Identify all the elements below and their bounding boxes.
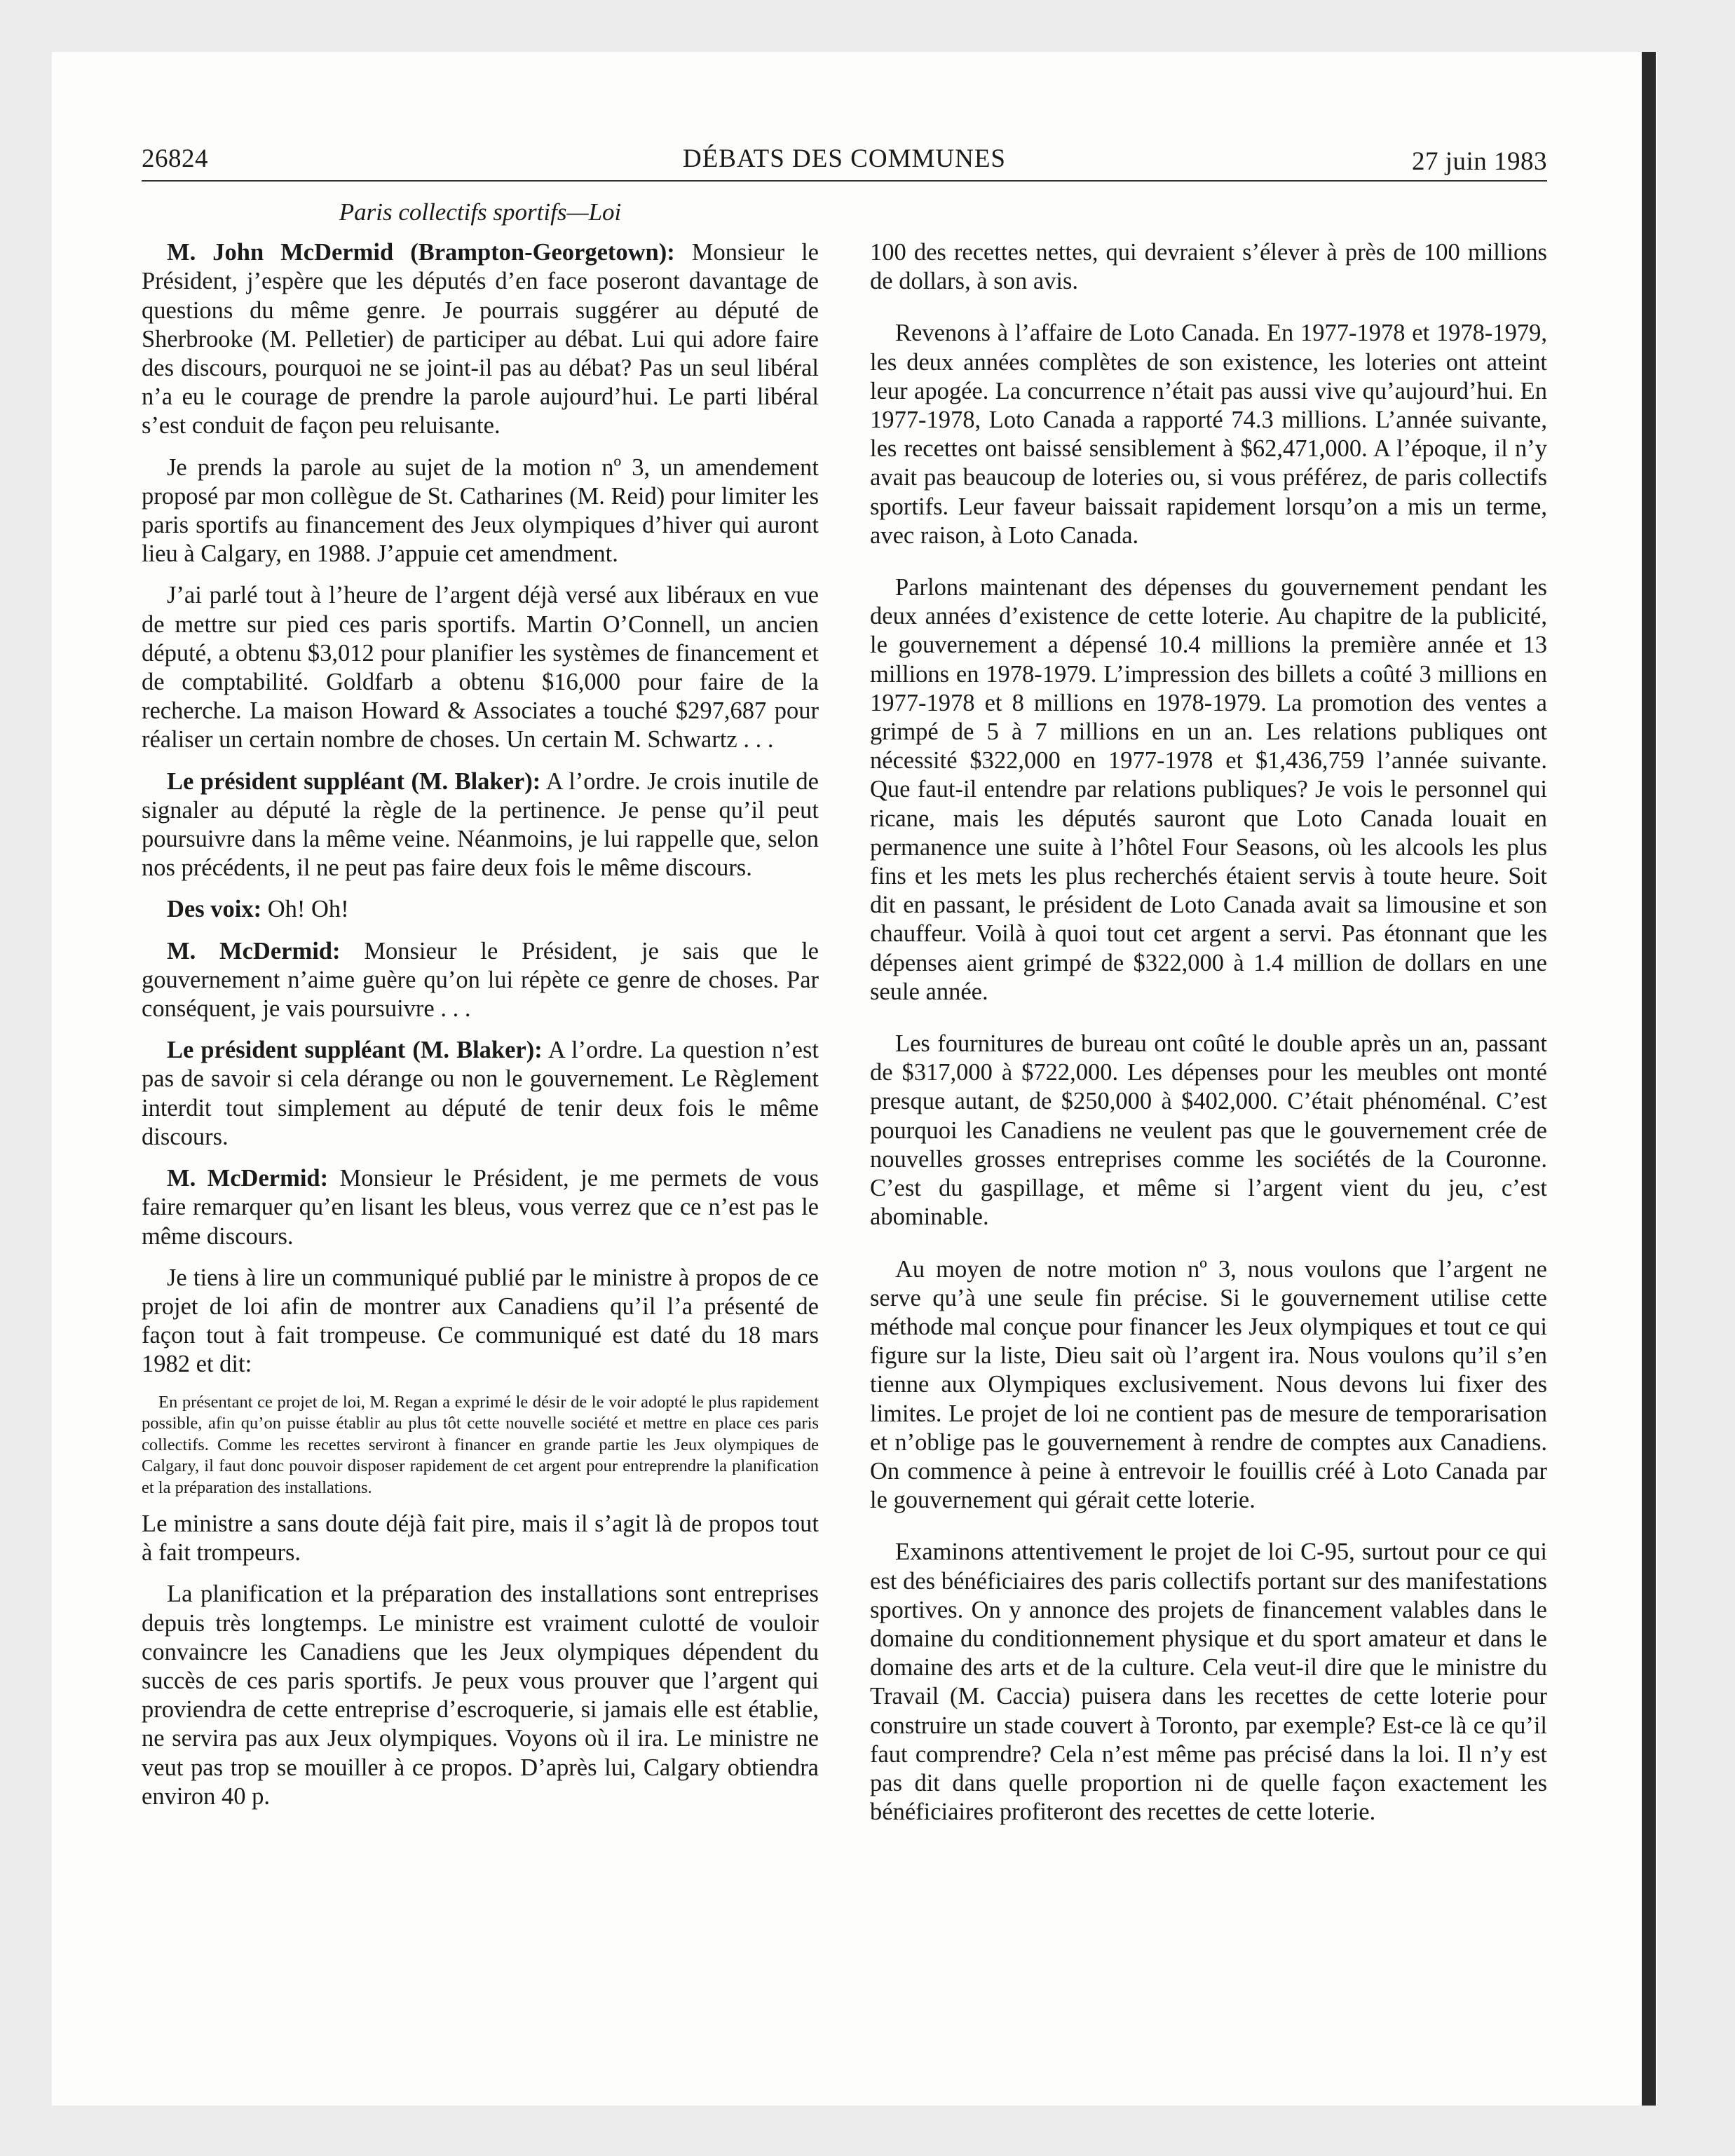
paragraph: La planification et la préparation des installations sont entreprises depuis très longtemps. Le ministre est vraiment culotté de vouloir convaincre les Canadiens que les Jeux olympiques dépendent du succès de ces paris sportifs. Je peux vous prouver que l’argent qui proviendra de cette entreprise d’escroquerie, si jamais elle est établie, ne servira pas aux Jeux olympiques. Voyons où il ira. Le ministre ne veut pas trop se mouiller à ce propos. D’après lui, Calgary obtiendra environ 40 p. <box>142 1581 819 1810</box>
speaker-name: Le président suppléant (M. Blaker): <box>167 1037 543 1064</box>
quoted-communique: En présentant ce projet de loi, M. Regan a exprimé le désir de le voir adopté le plus rapidement possible, afin qu’on puisse établir au plus tôt cette nouvelle société et mettre en place ces paris collectifs. Comme les recettes serviront à financer en grande partie les Jeux olympiques de Calgary, il faut donc pouvoir disposer rapidement de cet argent pour entreprendre la planification et la préparation des installations. <box>142 1392 819 1497</box>
issue-date: 27 juin 1983 <box>1411 147 1547 176</box>
page-number: 26824 <box>142 144 208 173</box>
paragraph: Revenons à l’affaire de Loto Canada. En 1977-1978 et 1978-1979, les deux années complètes de son existence, les loteries ont atteint leur apogée. La concurrence n’était pas aussi vive qu’aujourd’hui. En 1977-1978, Loto Canada a rapporté 74.3 millions. L’année suivante, les recettes ont baissé sensiblement à $62,471,000. A l’époque, il n’y avait pas beaucoup de loteries ou, si vous préférez, de paris collectifs sportifs. Leur faveur baissait rapidement lorsqu’on a mis un terme, avec raison, à Loto Canada. <box>870 320 1547 549</box>
paragraph <box>142 895 819 924</box>
speaker-name: Des voix: <box>167 896 262 923</box>
speaker-name: M. McDermid: <box>167 937 341 964</box>
paragraph <box>142 238 819 440</box>
paragraph: Au moyen de notre motion nº 3, nous voulons que l’argent ne serve qu’à une seule fin précise. Si le gouvernement utilise cette méthode mal conçue pour financer les Jeux olympiques et tout ce qui figure sur la liste, Dieu sait où l’argent ira. Nous voulons qu’il s’en tienne aux Olympiques exclusivement. Nous devons lui fixer des limites. Le projet de loi ne contient pas de mesure de temporarisation et n’oblige pas le gouvernement à rendre de comptes aux Canadiens. On commence à peine à entrevoir le fouillis créé à Loto Canada par le gouvernement qui gérait cette loterie. <box>870 1255 1547 1514</box>
paragraph <box>142 1164 819 1251</box>
right-column <box>870 238 1547 1850</box>
page-header <box>142 144 1547 182</box>
paragraph: Les fournitures de bureau ont coûté le double après un an, passant de $317,000 à $722,000. Les dépenses pour les meubles ont monté presque autant, de $250,000 à $402,000. C’était phénoménal. C’est pourquoi les Canadiens ne veulent pas que le gouvernement crée de nouvelles grosses entreprises comme les sociétés de la Couronne. C’est du gaspillage, et même si l’argent vient du jeu, c’est abominable. <box>870 1030 1547 1231</box>
section-title: Paris collectifs sportifs—Loi <box>339 198 622 226</box>
paragraph: Je prends la parole au sujet de la motion nº 3, un amendement proposé par mon collègue de St. Catharines (M. Reid) pour limiter les paris sportifs au financement des Jeux olympiques d’hiver qui auront lieu à Calgary, en 1988. J’appuie cet amendment. <box>142 453 819 568</box>
paragraph: Je tiens à lire un communiqué publié par le ministre à propos de ce projet de loi afin de montrer aux Canadiens qu’il l’a présenté de façon tout à fait trompeuse. Ce communiqué est daté du 18 mars 1982 et dit: <box>142 1264 819 1378</box>
left-column <box>142 198 819 1824</box>
paragraph <box>142 1036 819 1152</box>
paragraph: Examinons attentivement le projet de loi C-95, surtout pour ce qui est des bénéficiaires des paris collectifs portant sur des manifestations sportives. On y annonce des projets de financement valables dans le domaine du conditionnement physique et du sport amateur et dans le domaine des arts et de la culture. Cela veut-il dire que le ministre du Travail (M. Caccia) puisera dans les recettes de cette loterie pour construire un stade couvert à Toronto, par exemple? Est-ce là ce qu’il faut comprendre? Cela n’est même pas précisé dans la loi. Il n’y est pas dit dans quelle proportion ni de quelle façon exactement les bénéficiaires profiteront des recettes de cette loterie. <box>870 1538 1547 1826</box>
scan-edge-bar <box>1642 52 1656 2106</box>
speaker-name: M. John McDermid (Brampton-Georgetown): <box>167 239 675 266</box>
paragraph-text: Monsieur le Président, je sais que le gouvernement n’aime guère qu’on lui répète ce genre de choses. Par conséquent, je vais poursuivre . . . <box>142 937 819 1023</box>
paragraph-text: A l’ordre. Je crois inutile de signaler au député la règle de la pertinence. Je pense qu’il peut poursuivre dans la même veine. Néanmoins, je lui rappelle que, selon nos précédents, il ne peut pas faire deux fois le même discours. <box>142 767 819 882</box>
paragraph <box>142 767 819 883</box>
speaker-name: Le président suppléant (M. Blaker): <box>167 767 541 795</box>
paragraph: Parlons maintenant des dépenses du gouvernement pendant les deux années d’existence de cette loterie. Au chapitre de la publicité, le gouvernement a dépensé 10.4 millions la première année et 13 millions en 1978-1979. L’impression des billets a coûté 3 millions en 1977-1978 et 8 millions en 1978-1979. La promotion des ventes a grimpé de 5 à 7 millions en un an. Les relations publiques ont nécessité $322,000 en 1977-1978 et $1,436,759 l’année suivante. Que faut-il entendre par relations publiques? Je vois le personnel qui ricane, mais les députés sauront que Loto Canada louait en permanence une suite à l’hôtel Four Seasons, où les alcools les plus fins et les mets les plus recherchés étaient servis à toute heure. Soit dit en passant, le président de Loto Canada avait sa limousine et son chauffeur. Voilà à quoi tout cet argent a servi. Pas étonnant que les dépenses aient grimpé de $322,000 à 1.4 million de dollars en une seule année. <box>870 574 1547 1005</box>
paragraph-text: A l’ordre. La question n’est pas de savoir si cela dérange ou non le gouvernement. Le Règlement interdit tout simplement au député de tenir deux fois le même discours. <box>142 1037 819 1150</box>
paragraph: Le ministre a sans doute déjà fait pire, mais il s’agit là de propos tout à fait trompeurs. <box>142 1510 819 1567</box>
paragraph: 100 des recettes nettes, qui devraient s’élever à près de 100 millions de dollars, à son avis. <box>870 239 1547 295</box>
paragraph-text: Monsieur le Président, j’espère que les députés d’en face poseront davantage de questions du même genre. Je pourrais suggérer au député de Sherbrooke (M. Pelletier) de participer au débat. Lui qui adore faire des discours, pourquoi ne se joint-il pas au débat? Pas un seul libéral n’a eu le courage de prendre la parole aujourd’hui. Le parti libéral s’est conduit de façon peu reluisante. <box>142 239 819 439</box>
paragraph <box>142 937 819 1024</box>
speaker-name: M. McDermid: <box>167 1165 329 1192</box>
paragraph: J’ai parlé tout à l’heure de l’argent déjà versé aux libéraux en vue de mettre sur pied ces paris sportifs. Martin O’Connell, un ancien député, a obtenu $3,012 pour planifier les systèmes de financement et de comptabilité. Goldfarb a obtenu $16,000 pour faire de la recherche. La maison Howard & Associates a touché $297,687 pour réaliser un certain nombre de choses. Un certain M. Schwartz . . . <box>142 582 819 753</box>
publication-title: DÉBATS DES COMMUNES <box>682 144 1006 173</box>
paragraph-text: Monsieur le Président, je me permets de vous faire remarquer qu’en lisant les bleus, vous verrez que ce n’est pas le même discours. <box>142 1165 819 1250</box>
paragraph-text: Oh! Oh! <box>261 896 349 923</box>
